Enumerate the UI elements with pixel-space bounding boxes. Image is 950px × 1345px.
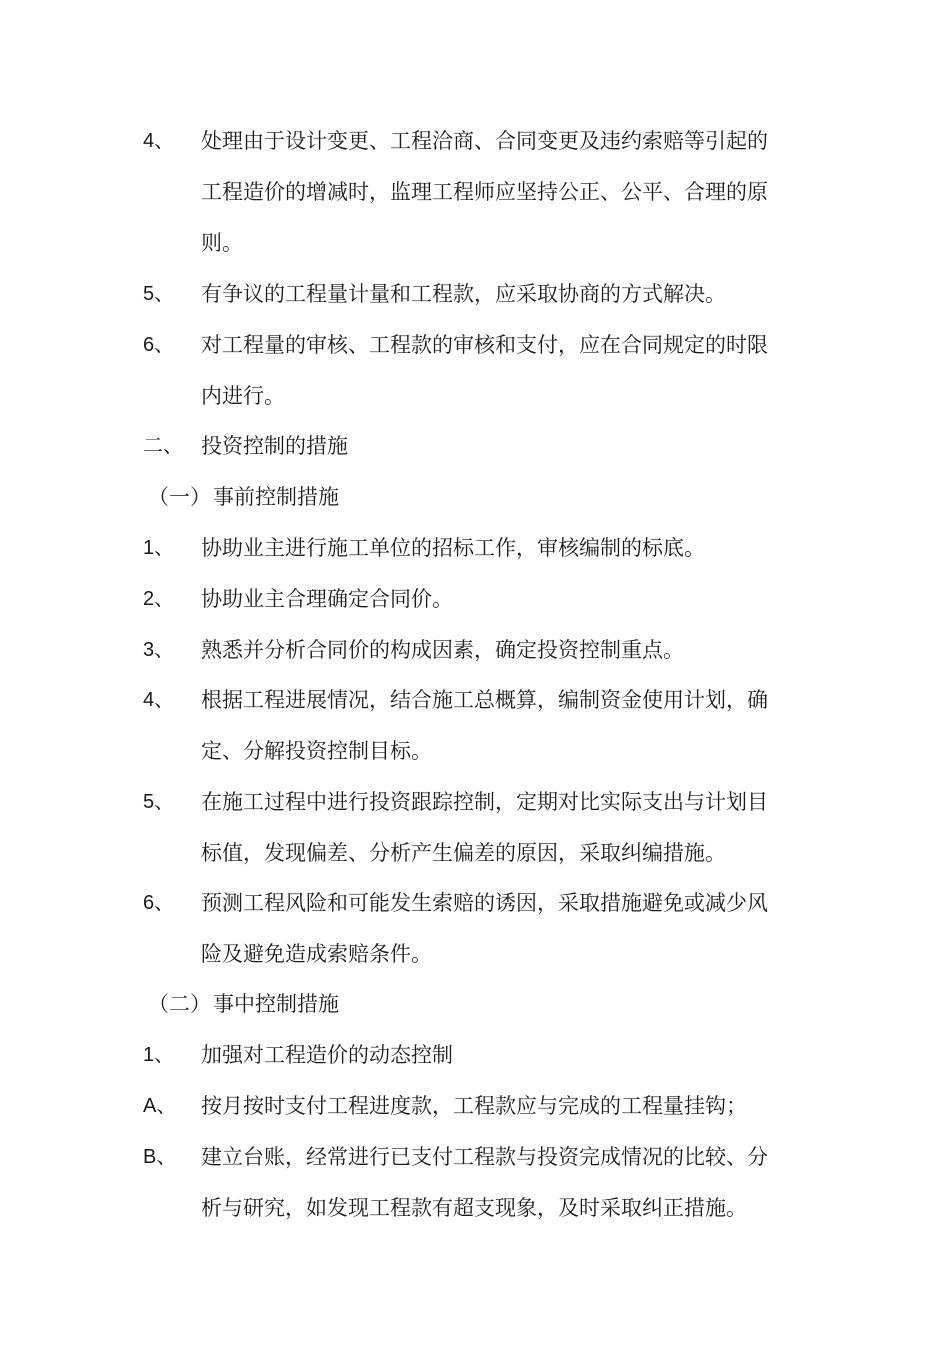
item-number: 3、 (143, 639, 175, 661)
item-text: 在施工过程中进行投资跟踪控制，定期对比实际支出与计划目 (201, 790, 768, 814)
item-text: 协助业主进行施工单位的招标工作，审核编制的标底。 (201, 536, 705, 560)
item-text: 标值，发现偏差、分析产生偏差的原因，采取纠编措施。 (201, 841, 726, 865)
subsection-title: 事前控制措施 (213, 485, 339, 509)
item-text: 按月按时支付工程进度款，工程款应与完成的工程量挂钩； (201, 1094, 747, 1118)
subsection-title: 事中控制措施 (213, 992, 339, 1016)
item-text: 对工程量的审核、工程款的审核和支付，应在合同规定的时限 (201, 333, 768, 357)
item-number: 1、 (143, 1044, 175, 1066)
section-number: 二、 (143, 435, 183, 457)
item-number: 2、 (143, 588, 175, 610)
item-number: B、 (143, 1146, 177, 1168)
item-text: 建立台账，经常进行已支付工程款与投资完成情况的比较、分 (201, 1145, 768, 1169)
item-number: A、 (143, 1095, 177, 1117)
item-number: 6、 (143, 892, 175, 914)
item-text: 预测工程风险和可能发生索赔的诱因，采取措施避免或减少风 (201, 891, 768, 915)
item-text: 有争议的工程量计量和工程款，应采取协商的方式解决。 (201, 282, 726, 306)
section-title: 投资控制的措施 (201, 434, 348, 458)
subsection-number: （一） (148, 485, 211, 509)
item-text: 工程造价的增减时，监理工程师应坚持公正、公平、合理的原 (201, 180, 768, 204)
item-text: 险及避免造成索赔条件。 (201, 942, 432, 966)
item-text: 加强对工程造价的动态控制 (201, 1043, 453, 1067)
item-text: 协助业主合理确定合同价。 (201, 587, 453, 611)
item-number: 5、 (143, 283, 175, 305)
item-text: 内进行。 (201, 384, 285, 408)
item-text: 处理由于设计变更、工程洽商、合同变更及违约索赔等引起的 (201, 129, 768, 153)
subsection-number: （二） (148, 992, 211, 1016)
item-text: 熟悉并分析合同价的构成因素，确定投资控制重点。 (201, 638, 684, 662)
item-number: 4、 (143, 689, 175, 711)
item-number: 1、 (143, 537, 175, 559)
item-text: 根据工程进展情况，结合施工总概算，编制资金使用计划，确 (201, 688, 768, 712)
item-number: 4、 (143, 130, 175, 152)
item-text: 定、分解投资控制目标。 (201, 739, 432, 763)
item-number: 6、 (143, 334, 175, 356)
item-number: 5、 (143, 791, 175, 813)
item-text: 则。 (201, 231, 243, 255)
item-text: 析与研究，如发现工程款有超支现象，及时采取纠正措施。 (201, 1196, 747, 1220)
